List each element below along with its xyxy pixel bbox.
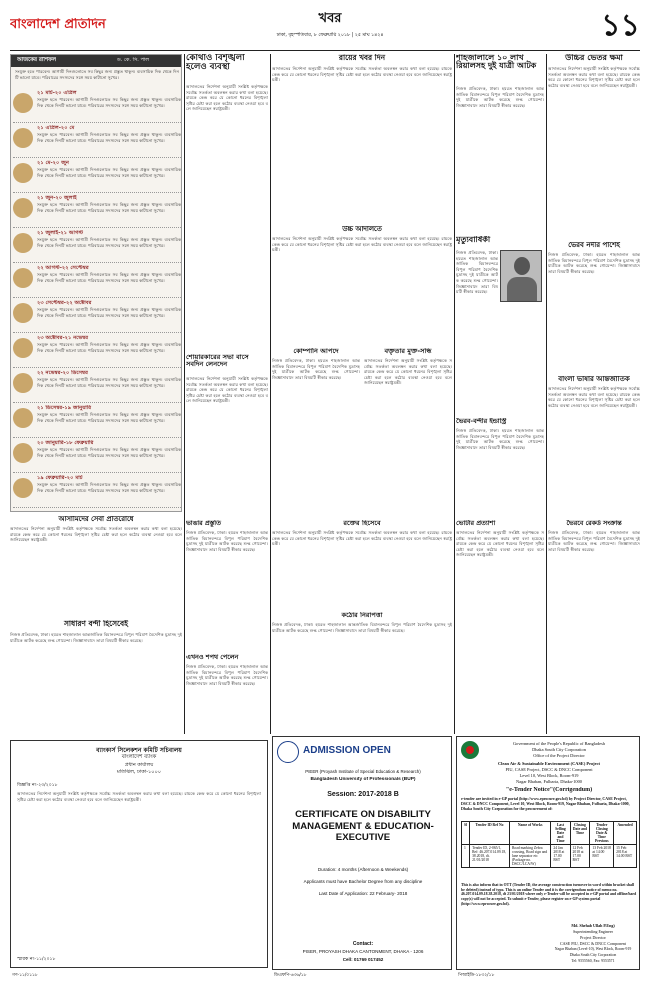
headline-8: কোম্পানি আপদে (293, 348, 339, 355)
tender-component: PIU, CASE Project, DSCC & DNCC Component (505, 767, 593, 772)
story-10 (10, 620, 182, 724)
tender-office: Office of the Project Director (533, 753, 585, 758)
tender-table-cell: 15 Feb 2018 at 14.00 BST (614, 845, 637, 868)
tender-table-header-cell: Closing Date and Time (570, 822, 590, 845)
zodiac-icon (13, 303, 33, 323)
headline-17: এখনও শপথ পেলেন (186, 654, 239, 661)
headline-6: উচ্চ আদালতে (342, 226, 382, 233)
story-17 (186, 654, 268, 734)
zodiac-icon (13, 373, 33, 393)
headline-15: ভৈরব-বন্দীর ইন্ডাস্ট্রি (456, 418, 507, 425)
horoscope-sign (13, 439, 181, 473)
sign-date-range: ২২ নভেম্বর-২০ ডিসেম্বর (37, 370, 88, 376)
headline-4: উচ্চির ভেতর ক্ষমা (565, 54, 623, 62)
admission-contact-address: PISER, PROYASH DHAKA CANTONMENT, DHAKA - 1206 (302, 949, 424, 954)
story-4 (548, 54, 640, 240)
newspaper-logo[interactable]: বাংলাদেশ প্রতিদিন (10, 18, 106, 32)
headline-13: ভাঙার প্রস্তুতি (186, 520, 221, 527)
column-rule (454, 54, 455, 734)
story-8 (272, 348, 360, 518)
story-19-body: নিজস্ব প্রতিবেদক, ঢাকা। হযরত শাহজালাল আন্তর্জাতিক বিমানবন্দরে বিপুল পরিমাণ বৈদেশিক মুদ্রাসহ দুই যাত্রীকে আটক করেছে শুল্ক গোয়েন্দা। জিজ্ঞাসাবাদে তারা বিষয়টি স্বীকার করেছে। (548, 530, 640, 552)
tender-address2: Nagar Bhaban, Fulbaria, Dhaka-1000 (516, 779, 582, 784)
masthead (10, 10, 640, 48)
sign-text: সংযুক্ত হতে পারবেন। আগামী দিনগুলোতে সব কিছুর জন্য প্রস্তুত থাকুন। ব্যবসায়িক দিক থেকে দিনটি ভালো যাবে। পরিবারের সদস্যদের সঙ্গে সময় কাটানো সুখের। (37, 377, 181, 388)
admission-eligibility: Applicants must have Bachelor Degree from any discipline (303, 879, 423, 884)
tender-notice (456, 736, 640, 970)
admission-ad-logo (277, 741, 299, 763)
sign-text: সংযুক্ত হতে পারবেন। আগামী দিনগুলোতে সব কিছুর জন্য প্রস্তুত থাকুন। ব্যবসায়িক দিক থেকে দিনটি ভালো যাবে। পরিবারের সদস্যদের সঙ্গে সময় কাটানো সুখের। (37, 342, 181, 353)
tender-project: Clean Air & Sustainable Environment (CASE) Project (498, 761, 600, 766)
headline-10: সাধারণ বন্দী হিসেবেই (64, 620, 128, 628)
tender-table-header-cell: Amended (614, 822, 637, 845)
story-12 (548, 376, 640, 518)
tender-table-cell: 24 Jan 2018 at 17.00 BST (551, 845, 570, 868)
horoscope-sign (13, 404, 181, 438)
horoscope-sign (13, 229, 181, 263)
headline-5: শোয়ারকারের সভা বাসে সবদিন লেনদেন (186, 354, 249, 368)
sign-date-range: ২২ আগস্ট-২২ সেপ্টেম্বর (37, 265, 89, 271)
tender-sign-title: Superintending Engineer (573, 929, 613, 934)
headline-9: আসামিদের সেবা প্রতিরোধে (58, 516, 134, 523)
tender-note: This is also inform that in OTT (Tender ID, the average construction turnover in word within bracket shall be deleted) instead of typo. This is an online Tender and it is the corrigendum notice of memo no. 46.207.014.09.18.38.2018, dt 23/01/2018 where only e-Tender will be accepted in e-GP portal and offline/hard copy(s) will not be accepted. To submit e-Tender, please register on e-GP system portal (http://www.eprocure.gov.bd). (461, 883, 637, 906)
tender-table-header-cell: Tender Closing Date & Time Previous (590, 822, 614, 845)
section-label: খবর (318, 12, 342, 26)
story-20-body: আদালতের নির্দেশনা অনুযায়ী সংশ্লিষ্ট কর্তৃপক্ষকে সর্বোচ্চ সতর্কতা অবলম্বন করার কথা বলা হয়েছে। রায়কে কেন্দ্র করে যে কোনো ধরনের বিশৃঙ্খলা সৃষ্টির চেষ্টা করা হলে কঠোর ব্যবস্থা নেওয়া হবে বলে জানিয়েছেন স্বরাষ্ট্রমন্ত্রী। (364, 358, 452, 386)
emblem-dot (466, 746, 474, 754)
story-5-body: আদালতের নির্দেশনা অনুযায়ী সংশ্লিষ্ট কর্তৃপক্ষকে সর্বোচ্চ সতর্কতা অবলম্বন করার কথা বলা হয়েছে। রায়কে কেন্দ্র করে যে কোনো ধরনের বিশৃঙ্খলা সৃষ্টির চেষ্টা করা হলে কঠোর ব্যবস্থা নেওয়া হবে বলে জানিয়েছেন স্বরাষ্ট্রমন্ত্রী। (186, 376, 268, 404)
obituary-photo (500, 250, 542, 302)
bank-ad-body: আদালতের নির্দেশনা অনুযায়ী সংশ্লিষ্ট কর্তৃপক্ষকে সর্বোচ্চ সতর্কতা অবলম্বন করার কথা বলা হয়েছে। রায়কে কেন্দ্র করে যে কোনো ধরনের বিশৃঙ্খলা সৃষ্টির চেষ্টা করা হলে কঠোর ব্যবস্থা নেওয়া হবে বলে জানিয়েছেন স্বরাষ্ট্রমন্ত্রী। (17, 791, 261, 802)
headline-19: ভৈরবে রেকর্ড সংক্রান্ত (566, 520, 622, 527)
story-6-body: আদালতের নির্দেশনা অনুযায়ী সংশ্লিষ্ট কর্তৃপক্ষকে সর্বোচ্চ সতর্কতা অবলম্বন করার কথা বলা হয়েছে। রায়কে কেন্দ্র করে যে কোনো ধরনের বিশৃঙ্খলা সৃষ্টির চেষ্টা করা হলে কঠোর ব্যবস্থা নেওয়া হবে বলে জানিয়েছেন স্বরাষ্ট্রমন্ত্রী। (272, 236, 452, 253)
tender-sign-org: CASE PIU, DSCC & DNCC Component (559, 941, 626, 946)
story-1-body: আদালতের নির্দেশনা অনুযায়ী সংশ্লিষ্ট কর্তৃপক্ষকে সর্বোচ্চ সতর্কতা অবলম্বন করার কথা বলা হয়েছে। রায়কে কেন্দ্র করে যে কোনো ধরনের বিশৃঙ্খলা সৃষ্টির চেষ্টা করা হলে কঠোর ব্যবস্থা নেওয়া হবে বলে জানিয়েছেন স্বরাষ্ট্রমন্ত্রী। (186, 84, 268, 112)
tender-table-header (462, 822, 637, 845)
sign-date-range: ২১ মে-২০ জুন (37, 160, 69, 166)
zodiac-icon (13, 93, 33, 113)
tender-table-header-cell: Name of Works (509, 822, 550, 845)
story-15-body: নিজস্ব প্রতিবেদক, ঢাকা। হযরত শাহজালাল আন্তর্জাতিক বিমানবন্দরে বিপুল পরিমাণ বৈদেশিক মুদ্রাসহ দুই যাত্রীকে আটক করেছে শুল্ক গোয়েন্দা। জিজ্ঞাসাবাদে তারা বিষয়টি স্বীকার করেছে। (456, 428, 544, 450)
story-1 (186, 54, 268, 354)
headline-7: মৃত্যুবার্ষিকী (456, 236, 491, 244)
admission-contact-label: Contact: (352, 941, 374, 947)
sign-text: সংযুক্ত হতে পারবেন। আগামী দিনগুলোতে সব কিছুর জন্য প্রস্তুত থাকুন। ব্যবসায়িক দিক থেকে দিনটি ভালো যাবে। পরিবারের সদস্যদের সঙ্গে সময় কাটানো সুখের। (37, 237, 181, 248)
tender-table-cell: Tender ID, 2-065/1, Ref: 46.207.014.09.18, 38.2018, dt. 21/01/2018 (470, 845, 510, 868)
story-2-body: আদালতের নির্দেশনা অনুযায়ী সংশ্লিষ্ট কর্তৃপক্ষকে সর্বোচ্চ সতর্কতা অবলম্বন করার কথা বলা হয়েছে। রায়কে কেন্দ্র করে যে কোনো ধরনের বিশৃঙ্খলা সৃষ্টির চেষ্টা করা হলে কঠোর ব্যবস্থা নেওয়া হবে বলে জানিয়েছেন স্বরাষ্ট্রমন্ত্রী। (272, 66, 452, 83)
zodiac-icon (13, 268, 33, 288)
story-5 (186, 354, 268, 504)
bank-ad-footer: স্মারক নং-১১/২০১৮ (17, 957, 56, 962)
sign-date-range: ২০ জানুয়ারি-১৮ ফেব্রুয়ারি (37, 440, 94, 446)
headline-16: ভোটার প্রত্যাশা (456, 520, 496, 527)
headline-18: কঠোর নিরাপত্তা (341, 612, 383, 619)
story-16 (456, 520, 544, 732)
horoscope-sign (13, 264, 181, 298)
tender-sign-tel: Tel: 9555560, Fax: 9553571 (571, 959, 615, 963)
horoscope-panel (10, 54, 182, 512)
admission-institute: PIEER (Proyash Institute of Special Education & Research) (305, 769, 421, 774)
horoscope-byline: ড. কে. সি. পাল (117, 57, 150, 63)
gov-emblem (461, 741, 479, 759)
bank-ad-office: প্রধান কার্যালয় (124, 762, 154, 768)
story-20 (364, 348, 452, 518)
horoscope-sign (13, 124, 181, 158)
obituary (456, 236, 544, 416)
obituary-body: নিজস্ব প্রতিবেদক, ঢাকা। হযরত শাহজালাল আন্তর্জাতিক বিমানবন্দরে বিপুল পরিমাণ বৈদেশিক মুদ্রাসহ দুই যাত্রীকে আটক করেছে শুল্ক গোয়েন্দা। জিজ্ঞাসাবাদে তারা বিষয়টি স্বীকার করেছে। (456, 250, 498, 295)
tender-gov: Government of the People's Republic of Bangladesh (513, 741, 605, 746)
story-6 (272, 226, 452, 346)
footer-code-mid: ডিএফপি-৬৩৬/১৮ (274, 973, 307, 978)
tender-table-cell: 12 Feb 2018 at 17.00 BST (570, 845, 590, 868)
headline-2: রায়ের খবর দিন (338, 54, 386, 62)
tender-sign-city: Dhaka South City Corporation (569, 953, 617, 957)
table-row (462, 845, 637, 868)
headline-20: বক্তৃতার মুক্ত-সন্ধি (384, 348, 432, 355)
story-13 (186, 520, 268, 650)
admission-deadline: Last Date of Application: 22 February- 2018 (318, 891, 408, 896)
story-3-body: নিজস্ব প্রতিবেদক, ঢাকা। হযরত শাহজালাল আন্তর্জাতিক বিমানবন্দরে বিপুল পরিমাণ বৈদেশিক মুদ্রাসহ দুই যাত্রীকে আটক করেছে শুল্ক গোয়েন্দা। জিজ্ঞাসাবাদে তারা বিষয়টি স্বীকার করেছে। (456, 86, 544, 108)
admission-title: ADMISSION OPEN (303, 745, 391, 756)
zodiac-icon (13, 338, 33, 358)
dateline: ঢাকা, বৃহস্পতিবার, ৮ ফেব্রুয়ারি ২০১৮ | ২৫ মাঘ ১৪২৪ (276, 33, 384, 38)
admission-ad (272, 736, 452, 970)
horoscope-sign-list (13, 89, 181, 509)
story-18 (272, 612, 452, 682)
sign-date-range: ২১ এপ্রিল-২০ মে (37, 125, 75, 131)
horoscope-sign (13, 89, 181, 123)
zodiac-icon (13, 443, 33, 463)
headline-3: শাহজালালে ১০ লাখ রিয়ালসহ দুই যাত্রী আটক (456, 54, 537, 71)
story-10-body: নিজস্ব প্রতিবেদক, ঢাকা। হযরত শাহজালাল আন্তর্জাতিক বিমানবন্দরে বিপুল পরিমাণ বৈদেশিক মুদ্রাসহ দুই যাত্রীকে আটক করেছে শুল্ক গোয়েন্দা। জিজ্ঞাসাবাদে তারা বিষয়টি স্বীকার করেছে। (10, 632, 182, 643)
tender-intro: e-tender are invited in e-GP portal (http://www.eprocure.gov.bd) by Project Director, CASE Project, DSCC & DNCC Component, Level 10, West Block, Room-919, Nagar Bhaban, Fulbaria, Dhaka-1000, Dhaka South City Corporation for the procurement of: (461, 797, 630, 811)
tender-table-header-cell: Tender ID Ref No (470, 822, 510, 845)
tender-table-header-cell: Last Selling Date and Time (551, 822, 570, 845)
zodiac-icon (13, 198, 33, 218)
story-15 (456, 418, 544, 518)
sign-date-range: ২৩ সেপ্টেম্বর-২২ অক্টোবর (37, 300, 92, 306)
story-18-body: নিজস্ব প্রতিবেদক, ঢাকা। হযরত শাহজালাল আন্তর্জাতিক বিমানবন্দরে বিপুল পরিমাণ বৈদেশিক মুদ্রাসহ দুই যাত্রীকে আটক করেছে শুল্ক গোয়েন্দা। জিজ্ঞাসাবাদে তারা বিষয়টি স্বীকার করেছে। (272, 622, 452, 633)
headline-1: কোথাও বিশৃঙ্খলা হলেও ব্যবস্থা (186, 54, 245, 73)
zodiac-icon (13, 408, 33, 428)
column-rule (270, 54, 271, 734)
tender-table-header-cell: Sl (462, 822, 470, 845)
horoscope-sign (13, 159, 181, 193)
photo-body (507, 277, 537, 302)
tender-address1: Level 10, West Block, Room-919 (519, 773, 579, 778)
sign-text: সংযুক্ত হতে পারবেন। আগামী দিনগুলোতে সব কিছুর জন্য প্রস্তুত থাকুন। ব্যবসায়িক দিক থেকে দিনটি ভালো যাবে। পরিবারের সদস্যদের সঙ্গে সময় কাটানো সুখের। (37, 482, 181, 493)
story-14-body: আদালতের নির্দেশনা অনুযায়ী সংশ্লিষ্ট কর্তৃপক্ষকে সর্বোচ্চ সতর্কতা অবলম্বন করার কথা বলা হয়েছে। রায়কে কেন্দ্র করে যে কোনো ধরনের বিশৃঙ্খলা সৃষ্টির চেষ্টা করা হলে কঠোর ব্যবস্থা নেওয়া হবে বলে জানিয়েছেন স্বরাষ্ট্রমন্ত্রী। (272, 530, 452, 547)
page-number: ১১ (601, 10, 640, 42)
admission-contact-phone: Cell: 01769 017452 (342, 957, 384, 962)
story-16-body: আদালতের নির্দেশনা অনুযায়ী সংশ্লিষ্ট কর্তৃপক্ষকে সর্বোচ্চ সতর্কতা অবলম্বন করার কথা বলা হয়েছে। রায়কে কেন্দ্র করে যে কোনো ধরনের বিশৃঙ্খলা সৃষ্টির চেষ্টা করা হলে কঠোর ব্যবস্থা নেওয়া হবে বলে জানিয়েছেন স্বরাষ্ট্রমন্ত্রী। (456, 530, 544, 558)
headline-12: বাংলা ভাষার আন্তর্জাতিক (558, 376, 630, 383)
admission-duration: Duration: 4 months (Afternoon & Weekends) (317, 867, 409, 872)
zodiac-icon (13, 478, 33, 498)
story-4-body: আদালতের নির্দেশনা অনুযায়ী সংশ্লিষ্ট কর্তৃপক্ষকে সর্বোচ্চ সতর্কতা অবলম্বন করার কথা বলা হয়েছে। রায়কে কেন্দ্র করে যে কোনো ধরনের বিশৃঙ্খলা সৃষ্টির চেষ্টা করা হলে কঠোর ব্যবস্থা নেওয়া হবে বলে জানিয়েছেন স্বরাষ্ট্রমন্ত্রী। (548, 66, 640, 88)
column-rule (546, 54, 547, 734)
sign-date-range: ২১ মার্চ-২০ এপ্রিল (37, 90, 77, 96)
horoscope-sign (13, 474, 181, 508)
bank-ad-address: মতিঝিল, ঢাকা-১০০০ (116, 769, 162, 775)
story-2 (272, 54, 452, 224)
sign-text: সংযুক্ত হতে পারবেন। আগামী দিনগুলোতে সব কিছুর জন্য প্রস্তুত থাকুন। ব্যবসায়িক দিক থেকে দিনটি ভালো যাবে। পরিবারের সদস্যদের সঙ্গে সময় কাটানো সুখের। (37, 412, 181, 423)
horoscope-sign (13, 194, 181, 228)
tender-title: "e-Tender Notice"(Corrigendum) (505, 787, 593, 793)
tender-sign-pd: Project Director (580, 935, 606, 940)
admission-program: CERTIFICATE ON DISABILITY MANAGEMENT & EDUCATION- EXECUTIVE (292, 809, 434, 843)
sign-text: সংযুক্ত হতে পারবেন। আগামী দিনগুলোতে সব কিছুর জন্য প্রস্তুত থাকুন। ব্যবসায়িক দিক থেকে দিনটি ভালো যাবে। পরিবারের সদস্যদের সঙ্গে সময় কাটানো সুখের। (37, 132, 181, 143)
admission-university: Bangladesh University of Professionals (BUP) (310, 777, 416, 782)
horoscope-sign (13, 369, 181, 403)
footer-code-left: গণ-১১/০১১৮ (12, 973, 38, 978)
sign-date-range: ২১ জুলাই-২১ আগস্ট (37, 230, 84, 236)
admission-session: Session: 2017-2018 B (327, 791, 399, 798)
column-rule (184, 54, 185, 734)
story-19 (548, 520, 640, 732)
sign-text: সংযুক্ত হতে পারবেন। আগামী দিনগুলোতে সব কিছুর জন্য প্রস্তুত থাকুন। ব্যবসায়িক দিক থেকে দিনটি ভালো যাবে। পরিবারের সদস্যদের সঙ্গে সময় কাটানো সুখের। (37, 272, 181, 283)
story-17-body: নিজস্ব প্রতিবেদক, ঢাকা। হযরত শাহজালাল আন্তর্জাতিক বিমানবন্দরে বিপুল পরিমাণ বৈদেশিক মুদ্রাসহ দুই যাত্রীকে আটক করেছে শুল্ক গোয়েন্দা। জিজ্ঞাসাবাদে তারা বিষয়টি স্বীকার করেছে। (186, 664, 268, 686)
photo-head (514, 257, 530, 275)
zodiac-icon (13, 128, 33, 148)
horoscope-sign (13, 334, 181, 368)
horoscope-header (11, 55, 182, 67)
story-11-body: নিজস্ব প্রতিবেদক, ঢাকা। হযরত শাহজালাল আন্তর্জাতিক বিমানবন্দরে বিপুল পরিমাণ বৈদেশিক মুদ্রাসহ দুই যাত্রীকে আটক করেছে শুল্ক গোয়েন্দা। জিজ্ঞাসাবাদে তারা বিষয়টি স্বীকার করেছে। (548, 252, 640, 274)
masthead-rule (10, 50, 640, 51)
sign-text: সংযুক্ত হতে পারবেন। আগামী দিনগুলোতে সব কিছুর জন্য প্রস্তুত থাকুন। ব্যবসায়িক দিক থেকে দিনটি ভালো যাবে। পরিবারের সদস্যদের সঙ্গে সময় কাটানো সুখের। (37, 97, 181, 108)
story-13-body: নিজস্ব প্রতিবেদক, ঢাকা। হযরত শাহজালাল আন্তর্জাতিক বিমানবন্দরে বিপুল পরিমাণ বৈদেশিক মুদ্রাসহ দুই যাত্রীকে আটক করেছে শুল্ক গোয়েন্দা। জিজ্ঞাসাবাদে তারা বিষয়টি স্বীকার করেছে। (186, 530, 268, 552)
zodiac-icon (13, 163, 33, 183)
sign-date-range: ২৩ অক্টোবর-২১ নভেম্বর (37, 335, 89, 341)
story-3 (456, 54, 544, 234)
tender-sign-name: Md. Shehab Ullah P.Eng) (571, 923, 615, 928)
story-11 (548, 242, 640, 374)
tender-table (461, 821, 637, 868)
story-8-body: নিজস্ব প্রতিবেদক, ঢাকা। হযরত শাহজালাল আন্তর্জাতিক বিমানবন্দরে বিপুল পরিমাণ বৈদেশিক মুদ্রাসহ দুই যাত্রীকে আটক করেছে শুল্ক গোয়েন্দা। জিজ্ঞাসাবাদে তারা বিষয়টি স্বীকার করেছে। (272, 358, 360, 380)
story-9-body: আদালতের নির্দেশনা অনুযায়ী সংশ্লিষ্ট কর্তৃপক্ষকে সর্বোচ্চ সতর্কতা অবলম্বন করার কথা বলা হয়েছে। রায়কে কেন্দ্র করে যে কোনো ধরনের বিশৃঙ্খলা সৃষ্টির চেষ্টা করা হলে কঠোর ব্যবস্থা নেওয়া হবে বলে জানিয়েছেন স্বরাষ্ট্রমন্ত্রী। (10, 526, 182, 543)
horoscope-sign (13, 299, 181, 333)
tender-table-cell: 1 (462, 845, 470, 868)
tender-sign-addr: Nagar Bhaban (Level-10), West Block, Room-919 (554, 947, 632, 951)
tender-table-cell: 13 Feb 2018 at 14.00 BST (590, 845, 614, 868)
headline-11: ভৈরব নদীর পাশেই (568, 242, 620, 249)
sign-date-range: ১৯ ফেব্রুয়ারি-২০ মার্চ (37, 475, 83, 481)
horoscope-intro: সংযুক্ত হতে পারবেন। আগামী দিনগুলোতে সব কিছুর জন্য প্রস্তুত থাকুন। ব্যবসায়িক দিক থেকে দিনটি ভালো যাবে। পরিবারের সদস্যদের সঙ্গে সময় কাটানো সুখের। (15, 69, 179, 80)
sign-text: সংযুক্ত হতে পারবেন। আগামী দিনগুলোতে সব কিছুর জন্য প্রস্তুত থাকুন। ব্যবসায়িক দিক থেকে দিনটি ভালো যাবে। পরিবারের সদস্যদের সঙ্গে সময় কাটানো সুখের। (37, 447, 181, 458)
bank-ad-title: ব্যাংকার্স সিলেকশন কমিটি সচিবালয় (96, 747, 182, 754)
sign-date-range: ২১ জুন-২০ জুলাই (37, 195, 77, 201)
sign-text: সংযুক্ত হতে পারবেন। আগামী দিনগুলোতে সব কিছুর জন্য প্রস্তুত থাকুন। ব্যবসায়িক দিক থেকে দিনটি ভালো যাবে। পরিবারের সদস্যদের সঙ্গে সময় কাটানো সুখের। (37, 202, 181, 213)
sign-date-range: ২১ ডিসেম্বর-১৯ জানুয়ারি (37, 405, 92, 411)
story-9 (10, 516, 182, 616)
sign-text: সংযুক্ত হতে পারবেন। আগামী দিনগুলোতে সব কিছুর জন্য প্রস্তুত থাকুন। ব্যবসায়িক দিক থেকে দিনটি ভালো যাবে। পরিবারের সদস্যদের সঙ্গে সময় কাটানো সুখের। (37, 307, 181, 318)
bank-ad-ref: বিজ্ঞপ্তি নং-২৩/২০১৮ (17, 783, 58, 788)
footer-code-right: পিআইডি-১৮৩২/১৮ (458, 973, 495, 978)
tender-table-cell: Road marking Zebra crossing, Road sign and lane separator etc (Package no. DSCC/LCA/W) (509, 845, 550, 868)
sign-text: সংযুক্ত হতে পারবেন। আগামী দিনগুলোতে সব কিছুর জন্য প্রস্তুত থাকুন। ব্যবসায়িক দিক থেকে দিনটি ভালো যাবে। পরিবারের সদস্যদের সঙ্গে সময় কাটানো সুখের। (37, 167, 181, 178)
story-12-body: আদালতের নির্দেশনা অনুযায়ী সংশ্লিষ্ট কর্তৃপক্ষকে সর্বোচ্চ সতর্কতা অবলম্বন করার কথা বলা হয়েছে। রায়কে কেন্দ্র করে যে কোনো ধরনের বিশৃঙ্খলা সৃষ্টির চেষ্টা করা হলে কঠোর ব্যবস্থা নেওয়া হবে বলে জানিয়েছেন স্বরাষ্ট্রমন্ত্রী। (548, 386, 640, 408)
headline-14: রক্তের হিসেবে (343, 520, 381, 527)
horoscope-title: আজকের রাশিফল (17, 57, 57, 63)
bank-ad-subtitle: বাংলাদেশ ব্যাংক (121, 754, 157, 760)
tender-org: Dhaka South City Corporation (532, 747, 586, 752)
story-14 (272, 520, 452, 610)
bank-ad (10, 740, 268, 968)
zodiac-icon (13, 233, 33, 253)
